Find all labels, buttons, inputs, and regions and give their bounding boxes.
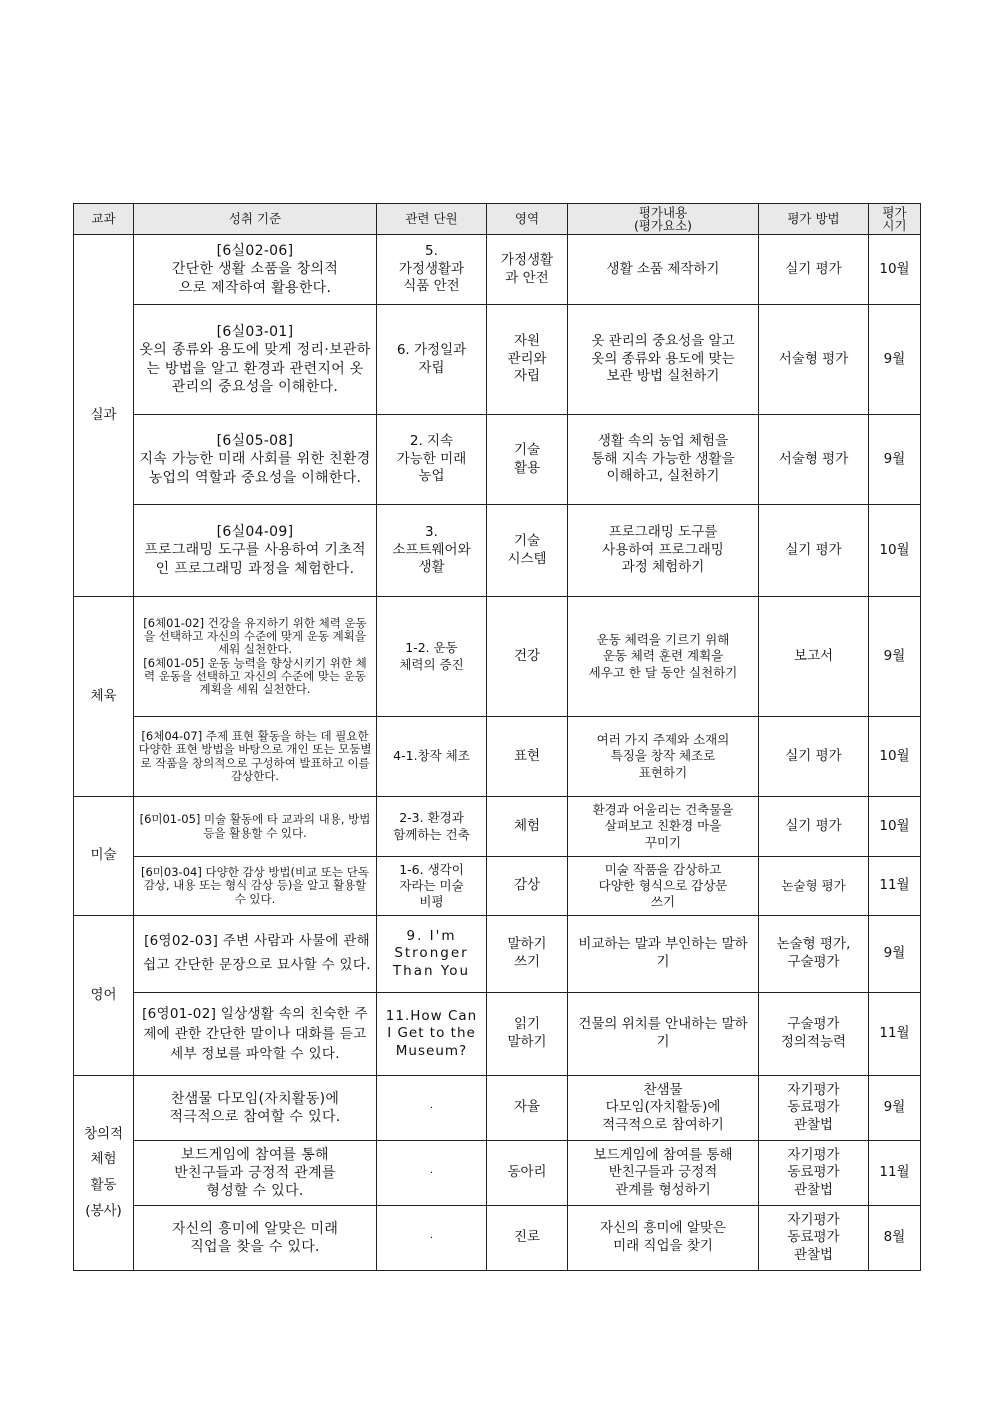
content-cell: 생활 소품 제작하기 (568, 235, 759, 305)
time-cell: 11월 (869, 1141, 921, 1206)
standard-text: 간단한 생활 소품을 창의적 으로 제작하여 활용한다. (171, 261, 339, 296)
unit-cell: 1-6. 생각이 자라는 미술 비평 (377, 857, 487, 916)
content-cell: 여러 가지 주제와 소재의 특징을 창작 체조로 표현하기 (568, 717, 759, 797)
time-cell: 10월 (869, 717, 921, 797)
method-cell: 보고서 (759, 597, 869, 717)
unit-cell: 11.How Can I Get to the Museum? (377, 993, 487, 1076)
header-unit: 관련 단원 (377, 204, 487, 235)
area-cell: 기술 시스템 (487, 505, 568, 597)
method-cell: 자기평가 동료평가 관찰법 (759, 1206, 869, 1271)
unit-cell: · (377, 1206, 487, 1271)
table-row (74, 415, 921, 505)
subject-cell-creative: 창의적 체험 활동 (봉사) (74, 1076, 134, 1271)
header-row (74, 204, 921, 235)
time-cell: 9월 (869, 305, 921, 415)
content-cell: 자신의 흥미에 알맞은 미래 직업을 찾기 (568, 1206, 759, 1271)
unit-cell: 3. 소프트웨어와 생활 (377, 505, 487, 597)
subject-cell-silgwa: 실과 (74, 235, 134, 597)
area-cell: 자원 관리와 자립 (487, 305, 568, 415)
time-cell: 10월 (869, 235, 921, 305)
time-cell: 9월 (869, 597, 921, 717)
table-row (74, 797, 921, 857)
content-cell: 옷 관리의 중요성을 알고 옷의 종류와 용도에 맞는 보관 방법 실천하기 (568, 305, 759, 415)
unit-cell: 1-2. 운동 체력의 증진 (377, 597, 487, 717)
subject-cell-pe: 체육 (74, 597, 134, 797)
table-row (74, 1141, 921, 1206)
header-time: 평가 시기 (869, 204, 921, 235)
area-cell: 건강 (487, 597, 568, 717)
area-cell: 읽기 말하기 (487, 993, 568, 1076)
standard-cell: 보드게임에 참여를 통해 반친구들과 긍정적 관계를 형성할 수 있다. (134, 1141, 377, 1206)
content-cell: 보드게임에 참여를 통해 반친구들과 긍정적 관계를 형성하기 (568, 1141, 759, 1206)
standard-text: 프로그래밍 도구를 사용하여 기초적인 프로그래밍 과정을 체험한다. (144, 542, 366, 577)
table-row (74, 857, 921, 916)
content-cell: 찬샘물 다모임(자치활동)에 적극적으로 참여하기 (568, 1076, 759, 1141)
area-cell: 체험 (487, 797, 568, 857)
content-cell: 미술 작품을 감상하고 다양한 형식으로 감상문 쓰기 (568, 857, 759, 916)
standard-text: 지속 가능한 미래 사회를 위한 친환경 농업의 역할과 중요성을 이해한다. (139, 451, 371, 486)
standard-cell: 자신의 흥미에 알맞은 미래 직업을 찾을 수 있다. (134, 1206, 377, 1271)
standard-cell (134, 415, 377, 505)
area-cell: 기술 활용 (487, 415, 568, 505)
standard-cell (134, 505, 377, 597)
time-cell: 9월 (869, 916, 921, 993)
table-row (74, 597, 921, 717)
table-row (74, 1206, 921, 1271)
unit-cell: · (377, 1076, 487, 1141)
time-cell: 11월 (869, 993, 921, 1076)
area-cell: 자율 (487, 1076, 568, 1141)
standard-code: [6실03-01] (216, 324, 294, 341)
standard-cell: [6미03-04] 다양한 감상 방법(비교 또는 단독 감상, 내용 또는 형식 감상 등)을 알고 활용할 수 있다. (134, 857, 377, 916)
subject-cell-art: 미술 (74, 797, 134, 916)
content-cell: 비교하는 말과 부인하는 말하기 (568, 916, 759, 993)
area-cell: 표현 (487, 717, 568, 797)
time-cell: 8월 (869, 1206, 921, 1271)
method-cell: 실기 평가 (759, 505, 869, 597)
header-area: 영역 (487, 204, 568, 235)
standard-code: [6실04-09] (216, 524, 294, 541)
table-row (74, 1076, 921, 1141)
content-cell: 생활 속의 농업 체험을 통해 지속 가능한 생활을 이해하고, 실천하기 (568, 415, 759, 505)
standard-cell: [6영01-02] 일상생활 속의 친숙한 주제에 관한 간단한 말이나 대화를 듣고 세부 정보를 파악할 수 있다. (134, 993, 377, 1076)
time-cell: 10월 (869, 505, 921, 597)
unit-cell: 2-3. 환경과 함께하는 건축 (377, 797, 487, 857)
unit-cell: 9. I'm Stronger Than You (377, 916, 487, 993)
standard-code: [6실05-08] (216, 433, 294, 450)
header-subject: 교과 (74, 204, 134, 235)
method-cell: 서술형 평가 (759, 415, 869, 505)
method-cell: 자기평가 동료평가 관찰법 (759, 1141, 869, 1206)
content-cell: 환경과 어울리는 건축물을 살펴보고 친환경 마을 꾸미기 (568, 797, 759, 857)
time-cell: 9월 (869, 415, 921, 505)
unit-cell: 2. 지속 가능한 미래 농업 (377, 415, 487, 505)
standard-cell: [6체04-07] 주제 표현 활동을 하는 데 필요한 다양한 표현 방법을 바탕으로 개인 또는 모둠별로 작품을 창의적으로 구성하여 발표하고 이를 감상한다. (134, 717, 377, 797)
method-cell: 서술형 평가 (759, 305, 869, 415)
standard-cell: [6체01-02] 건강을 유지하기 위한 체력 운동을 선택하고 자신의 수준에 맞게 운동 계획을 세워 실천한다. [6체01-05] 운동 능력을 향상시키기 위한 체력 운동을 선택하고 자신의 수준에 맞는 운동 계획을 세워 실천한다. (134, 597, 377, 717)
standard-code: [6실02-06] (216, 243, 294, 260)
table-row (74, 505, 921, 597)
standard-cell (134, 235, 377, 305)
method-cell: 논술형 평가, 구술평가 (759, 916, 869, 993)
content-cell: 운동 체력을 기르기 위해 운동 체력 훈련 계획을 세우고 한 달 동안 실천하기 (568, 597, 759, 717)
header-content: 평가내용 (평가요소) (568, 204, 759, 235)
table-row (74, 717, 921, 797)
standard-cell: [6미01-05] 미술 활동에 타 교과의 내용, 방법 등을 활용할 수 있다. (134, 797, 377, 857)
area-cell: 동아리 (487, 1141, 568, 1206)
method-cell: 구술평가 정의적능력 (759, 993, 869, 1076)
area-cell: 말하기 쓰기 (487, 916, 568, 993)
table-row (74, 235, 921, 305)
unit-cell: 5. 가정생활과 식품 안전 (377, 235, 487, 305)
table-row (74, 916, 921, 993)
content-cell: 프로그래밍 도구를 사용하여 프로그래밍 과정 체험하기 (568, 505, 759, 597)
unit-cell: 4-1.창작 체조 (377, 717, 487, 797)
area-cell: 가정생활 과 안전 (487, 235, 568, 305)
method-cell: 실기 평가 (759, 235, 869, 305)
time-cell: 11월 (869, 857, 921, 916)
content-cell: 건물의 위치를 안내하는 말하기 (568, 993, 759, 1076)
time-cell: 9월 (869, 1076, 921, 1141)
subject-cell-english: 영어 (74, 916, 134, 1076)
standard-text: 옷의 종류와 용도에 맞게 정리·보관하는 방법을 알고 환경과 관련지어 옷 관리의 중요성을 이해한다. (139, 342, 371, 395)
evaluation-plan-table (73, 203, 921, 1271)
unit-cell: 6. 가정일과 자립 (377, 305, 487, 415)
method-cell: 자기평가 동료평가 관찰법 (759, 1076, 869, 1141)
method-cell: 실기 평가 (759, 717, 869, 797)
time-cell: 10월 (869, 797, 921, 857)
header-method: 평가 방법 (759, 204, 869, 235)
standard-cell (134, 305, 377, 415)
method-cell: 논술형 평가 (759, 857, 869, 916)
unit-cell: · (377, 1141, 487, 1206)
area-cell: 감상 (487, 857, 568, 916)
table-row (74, 993, 921, 1076)
area-cell: 진로 (487, 1206, 568, 1271)
standard-cell: 찬샘물 다모임(자치활동)에 적극적으로 참여할 수 있다. (134, 1076, 377, 1141)
header-standard: 성취 기준 (134, 204, 377, 235)
table-row (74, 305, 921, 415)
method-cell: 실기 평가 (759, 797, 869, 857)
standard-cell: [6영02-03] 주변 사람과 사물에 관해 쉽고 간단한 문장으로 묘사할 수 있다. (134, 916, 377, 993)
